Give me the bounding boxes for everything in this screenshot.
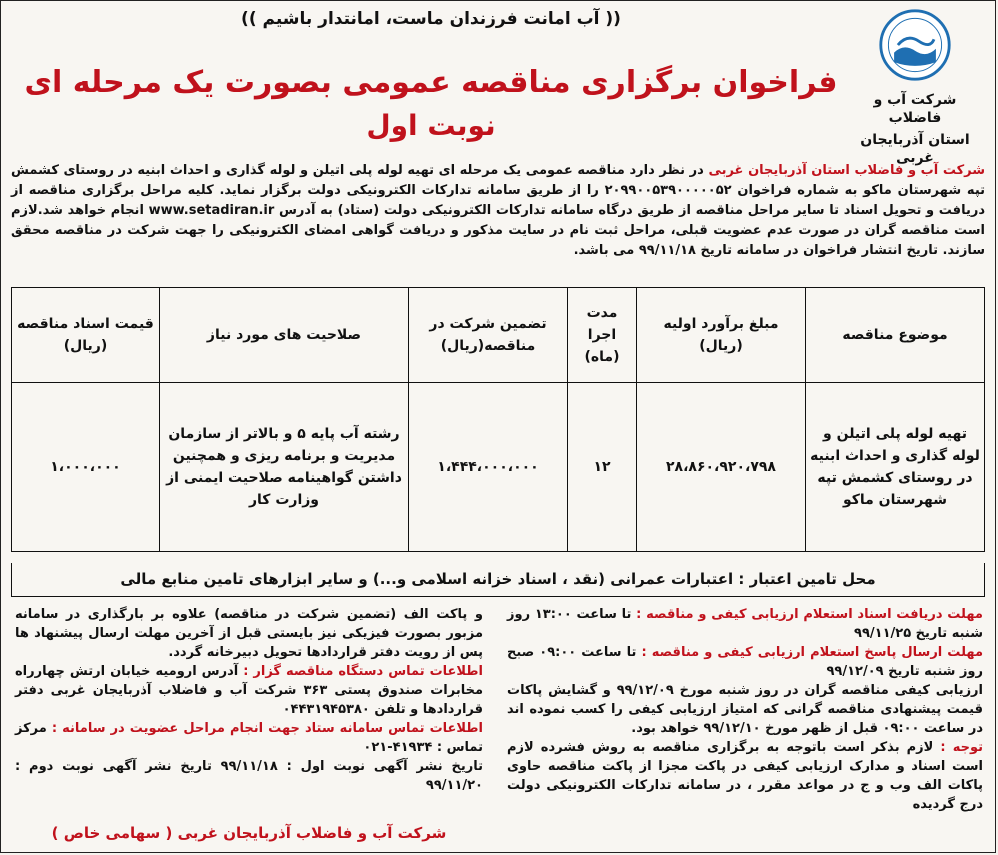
evaluation-text: ارزیابی کیفی مناقصه گران در روز شنبه مورخ ۹۹/۱۲/۰۹ و گشایش پاکات قیمت پیشنهادی مناقصه گرانی که امتیاز ارزیابی کیفی را کسب نموده اند در ساعت ۰۹:۰۰ قبل از ظهر مورخ ۹۹/۱۲/۱۰ خواهد بود. [507, 683, 983, 736]
setad-contact [15, 719, 483, 757]
page-title: فراخوان برگزاری مناقصه عمومی بصورت یک مرحله ای [24, 65, 838, 100]
intro-paragraph [11, 161, 985, 261]
footer-company: شرکت آب و فاضلاب آذربایجان غربی ( سهامی خاص ) [51, 824, 447, 842]
contact-label: اطلاعات تماس دستگاه مناقصه گزار : [243, 664, 483, 679]
header-estimate: مبلغ برآورد اولیه (ریال) [637, 288, 806, 383]
doc-deadline-text: تا ساعت ۱۳:۰۰ روز شنبه تاریخ ۹۹/۱۱/۲۵ [507, 607, 983, 641]
intro-org: شرکت آب و فاضلاب استان آذربایجان غربی [708, 163, 986, 178]
tender-table [11, 287, 985, 552]
header-guarantee: تضمین شرکت در مناقصه(ریال) [409, 288, 568, 383]
header-subject: موضوع مناقصه [806, 288, 985, 383]
table-row [12, 383, 985, 552]
header-qualifications: صلاحیت های مورد نیاز [160, 288, 409, 383]
intro-text: در نظر دارد مناقصه عمومی یک مرحله ای تهیه لوله پلی اتیلن و لوله گذاری و احداث ابنیه در روستای کشمش تپه شهرستان ماکو به شماره فراخوان ۲۰۹۹۰۰۵۳۹۰۰۰۰۰۵۲ را از طریق سامانه تدارکات الکترونیکی دولت برگزار نماید. کلیه مراحل برگزاری مناقصه از دریافت و تحویل اسناد تا سایر مراحل مناقصه از طریق درگاه سامانه تدارکات الکترونیکی دولت (ستاد) به آدرس www.setadiran.ir انجام خواهد شد.لازم است مناقصه گران در صورت عدم عضویت قبلی، مراحل ثبت نام در سایت مذکور و دریافت گواهی امضای الکترونیکی را جهت شرکت در مناقصه محقق سازند. تاریخ انتشار فراخوان در سامانه تاریخ ۹۹/۱۱/۱۸ می باشد. [11, 163, 986, 258]
cell-guarantee: ۱،۴۴۴،۰۰۰،۰۰۰ [409, 383, 568, 552]
cell-qualifications: رشته آب پایه ۵ و بالاتر از سازمان مدیریت و برنامه ریزی و همچنین داشتن گواهینامه صلاحیت ایمنی از وزارت کار [160, 383, 409, 552]
setad-text: مرکز تماس : ۴۱۹۳۴-۰۲۱ [15, 721, 483, 755]
cell-estimate: ۲۸،۸۶۰،۹۲۰،۷۹۸ [637, 383, 806, 552]
doc-deadline [507, 605, 983, 643]
note [507, 738, 983, 814]
motto: (( آب امانت فرزندان ماست، امانتدار باشیم )) [241, 9, 621, 29]
envelope-text: و پاکت الف (تضمین شرکت در مناقصه) علاوه بر بارگذاری در سامانه مزبور بصورت فیزیکی نیز بایستی قبل از آخرین مهلت ارسال پیشنهاد ها پس از رویت دفتر قراردادها تحویل دبیرخانه گردد. [15, 607, 483, 660]
note-label: توجه : [940, 740, 983, 755]
doc-deadline-label: مهلت دریافت اسناد استعلام ارزیابی کیفی و مناقصه : [636, 607, 983, 622]
submit-deadline-label: مهلت ارسال پاسخ استعلام ارزیابی کیفی و مناقصه : [641, 645, 984, 660]
header-duration: مدت اجرا (ماه) [568, 288, 637, 383]
submit-deadline [507, 643, 983, 681]
contact-info [15, 662, 483, 719]
company-name-line1: شرکت آب و فاضلاب [873, 92, 957, 126]
funding-source: محل تامین اعتبار : اعتبارات عمرانی (نقد ، اسناد خزانه اسلامی و...) و سایر ابزارهای تامین منابع مالی [11, 563, 985, 597]
company-block [845, 7, 985, 167]
table-header-row [12, 288, 985, 383]
cell-duration: ۱۲ [568, 383, 637, 552]
note-text: لازم بذکر است باتوجه به برگزاری مناقصه به روش فشرده لازم است اسناد و مدارک ارزیابی کیفی در پاکت مجزا از پاکت مناقصه حاوی پاکات الف وب و ج در مواعد مقرر ، در سامانه تدارکات الکترونیکی دولت درج گردیده [507, 740, 983, 812]
publish-dates: تاریخ نشر آگهی نوبت اول : ۹۹/۱۱/۱۸ تاریخ نشر آگهی نوبت دوم : ۹۹/۱۱/۲۰ [15, 759, 483, 793]
water-company-logo-icon [877, 7, 953, 83]
submit-deadline-text: تا ساعت ۰۹:۰۰ صبح روز شنبه تاریخ ۹۹/۱۲/۰۹ [507, 645, 983, 679]
contact-column [15, 605, 483, 795]
setad-label: اطلاعات تماس سامانه ستاد جهت انجام مراحل عضویت در سامانه : [51, 721, 483, 736]
deadlines-column [507, 605, 983, 814]
company-name-line2: استان آذربایجان غربی [860, 132, 970, 166]
header-doc-price: قیمت اسناد مناقصه (ریال) [12, 288, 160, 383]
page-subtitle: نوبت اول [366, 109, 496, 142]
cell-subject: تهیه لوله پلی اتیلن و لوله گذاری و احداث ابنیه در روستای کشمش تپه شهرستان ماکو [806, 383, 985, 552]
contact-text: آدرس ارومیه خیابان ارتش چهارراه مخابرات صندوق پستی ۳۶۳ شرکت آب و فاضلاب آذربایجان غربی دفتر قراردادها و تلفن ۰۴۴۳۱۹۴۵۳۸۰ [15, 664, 483, 717]
cell-doc-price: ۱،۰۰۰،۰۰۰ [12, 383, 160, 552]
